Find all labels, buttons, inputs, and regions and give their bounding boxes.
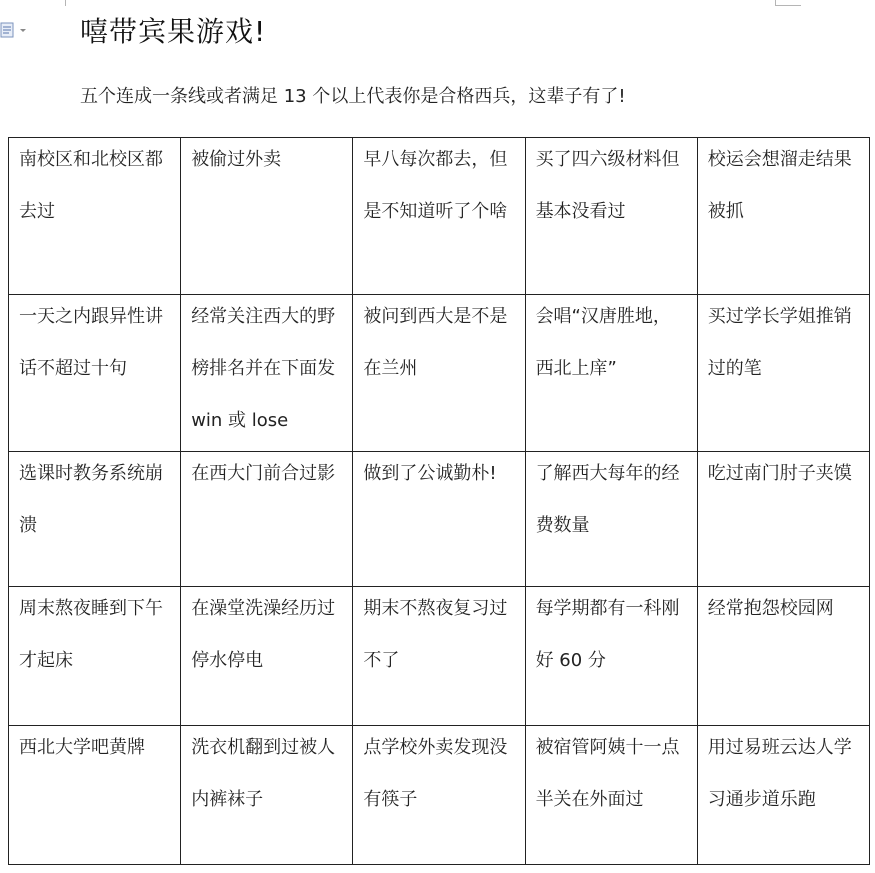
bingo-cell[interactable]: 吃过南门肘子夹馍 — [697, 452, 869, 587]
bingo-cell[interactable]: 在西大门前合过影 — [181, 452, 353, 587]
bingo-row — [9, 138, 870, 295]
bingo-cell[interactable]: 期末不熬夜复习过不了 — [353, 587, 525, 726]
bingo-row — [9, 295, 870, 452]
bingo-cell[interactable]: 每学期都有一科刚好 60 分 — [525, 587, 697, 726]
bingo-cell[interactable]: 早八每次都去，但是不知道听了个啥 — [353, 138, 525, 295]
bingo-row — [9, 452, 870, 587]
document-title: 嘻带宾果游戏! — [80, 15, 267, 48]
bingo-cell[interactable]: 校运会想溜走结果被抓 — [697, 138, 869, 295]
bingo-cell[interactable]: 一天之内跟异性讲话不超过十句 — [9, 295, 181, 452]
bingo-cell[interactable]: 买了四六级材料但基本没看过 — [525, 138, 697, 295]
page-margin-marker-left — [65, 0, 66, 6]
paragraph-options-icon[interactable] — [0, 20, 30, 40]
bingo-cell[interactable]: 经常抱怨校园网 — [697, 587, 869, 726]
bingo-cell[interactable]: 经常关注西大的野榜排名并在下面发 win 或 lose — [181, 295, 353, 452]
bingo-cell[interactable]: 选课时教务系统崩溃 — [9, 452, 181, 587]
bingo-cell[interactable]: 了解西大每年的经费数量 — [525, 452, 697, 587]
bingo-cell[interactable]: 做到了公诚勤朴! — [353, 452, 525, 587]
bingo-cell[interactable]: 被宿管阿姨十一点半关在外面过 — [525, 726, 697, 865]
bingo-cell[interactable]: 洗衣机翻到过被人内裤袜子 — [181, 726, 353, 865]
bingo-grid — [8, 137, 870, 865]
bingo-row — [9, 587, 870, 726]
bingo-cell[interactable]: 周末熬夜睡到下午才起床 — [9, 587, 181, 726]
bingo-cell[interactable]: 点学校外卖发现没有筷子 — [353, 726, 525, 865]
page-margin-marker-right — [775, 0, 801, 6]
document-subtitle: 五个连成一条线或者满足 13 个以上代表你是合格西兵，这辈子有了! — [80, 86, 626, 107]
bingo-cell[interactable]: 被偷过外卖 — [181, 138, 353, 295]
bingo-cell[interactable]: 南校区和北校区都去过 — [9, 138, 181, 295]
bingo-cell[interactable]: 在澡堂洗澡经历过停水停电 — [181, 587, 353, 726]
bingo-cell[interactable]: 西北大学吧黄牌 — [9, 726, 181, 865]
bingo-cell[interactable]: 会唱“汉唐胜地，西北上庠” — [525, 295, 697, 452]
bingo-cell[interactable]: 用过易班云达人学习通步道乐跑 — [697, 726, 869, 865]
bingo-cell[interactable]: 买过学长学姐推销过的笔 — [697, 295, 869, 452]
bingo-cell[interactable]: 被问到西大是不是在兰州 — [353, 295, 525, 452]
bingo-row — [9, 726, 870, 865]
